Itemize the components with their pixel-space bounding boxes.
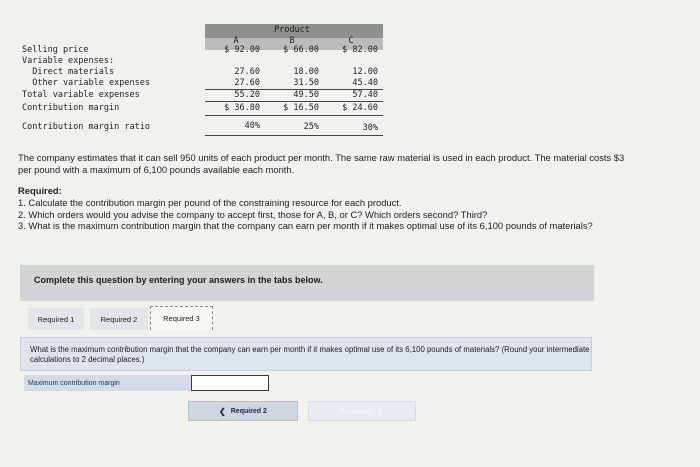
product-header: Product xyxy=(274,25,310,35)
cell-other-variable-expenses-a: 27.60 xyxy=(234,78,260,88)
column-header-b: B xyxy=(289,36,295,46)
chevron-right-icon: ❯ xyxy=(377,406,384,416)
prev-required-2-button[interactable] xyxy=(188,401,298,421)
column-header-c: C xyxy=(348,36,354,46)
cell-selling-price-b: $ 66.00 xyxy=(283,45,319,55)
row-label-contribution-margin-ratio: Contribution margin ratio xyxy=(22,122,150,132)
cell-total-variable-expenses-a: 55.20 xyxy=(234,90,260,100)
row-label-other-variable-expenses: Other variable expenses xyxy=(22,78,150,88)
requirement-2: 2. Which orders would you advise the company to accept first, those for A, B, or C? Which orders second? Third? xyxy=(18,208,488,220)
cell-contribution-margin-ratio-a: 40% xyxy=(244,121,260,131)
cell-contribution-margin-a: $ 36.80 xyxy=(224,103,260,113)
next-button-label: Required 3 xyxy=(340,407,373,415)
row-label-contribution-margin: Contribution margin xyxy=(22,103,120,113)
chevron-left-icon: ❮ xyxy=(219,406,226,416)
column-header-a: A xyxy=(233,36,239,46)
required-heading: Required: xyxy=(18,185,62,196)
cell-other-variable-expenses-c: 45.40 xyxy=(352,78,378,88)
cell-total-variable-expenses-c: 57.40 xyxy=(352,90,378,100)
cell-direct-materials-c: 12.00 xyxy=(352,67,378,77)
answer-label: Maximum contribution margin xyxy=(24,375,191,391)
cell-direct-materials-a: 27.60 xyxy=(234,67,260,77)
requirement-3: 3. What is the maximum contribution margin that the company can earn per month if it makes optimal use of its 6,100 pounds of materials? xyxy=(18,220,593,231)
tab-required-2[interactable]: Required 2 xyxy=(90,308,148,330)
cell-contribution-margin-ratio-c: 30% xyxy=(362,123,378,133)
product-table xyxy=(22,22,378,140)
margin-rule xyxy=(205,115,383,116)
tab-required-3[interactable]: Required 3 xyxy=(150,306,213,330)
cell-selling-price-c: $ 82.00 xyxy=(342,45,378,55)
problem-intro: The company estimates that it can sell 950 units of each product per month. The same raw material is used in each product. The material costs $3 per pound with a maximum of 6,100 pounds available each month. xyxy=(18,152,625,175)
row-label-variable-expenses: Variable expenses: xyxy=(22,56,115,66)
prev-button-label: Required 2 xyxy=(230,407,267,415)
cell-selling-price-a: $ 92.00 xyxy=(224,45,260,55)
cell-other-variable-expenses-b: 31.50 xyxy=(293,78,319,88)
cell-contribution-margin-b: $ 16.50 xyxy=(283,103,319,113)
maximum-contribution-margin-input[interactable] xyxy=(191,375,269,391)
cell-direct-materials-b: 18.00 xyxy=(293,67,319,77)
row-label-total-variable-expenses: Total variable expenses xyxy=(22,90,140,100)
cell-contribution-margin-ratio-b: 25% xyxy=(303,122,319,132)
row-label-selling-price: Selling price xyxy=(22,45,89,55)
ratio-rule xyxy=(205,135,383,136)
requirement-1: 1. Calculate the contribution margin per pound of the constraining resource for each product. xyxy=(18,197,402,208)
cell-contribution-margin-c: $ 24.60 xyxy=(342,103,378,113)
total-rule xyxy=(205,101,383,102)
requirements-list xyxy=(18,197,638,232)
instruction-text: Complete this question by entering your answers in the tabs below. xyxy=(34,275,323,285)
cell-total-variable-expenses-b: 49.50 xyxy=(293,90,319,100)
question-text: What is the maximum contribution margin that the company can earn per month if it makes optimal use of its 6,100 pounds of materials? (Round your intermediate calculations to 2 decimal places.) xyxy=(30,345,590,364)
row-label-direct-materials: Direct materials xyxy=(22,67,115,77)
next-required-3-button[interactable] xyxy=(308,401,416,421)
tab-required-1[interactable]: Required 1 xyxy=(28,308,84,330)
